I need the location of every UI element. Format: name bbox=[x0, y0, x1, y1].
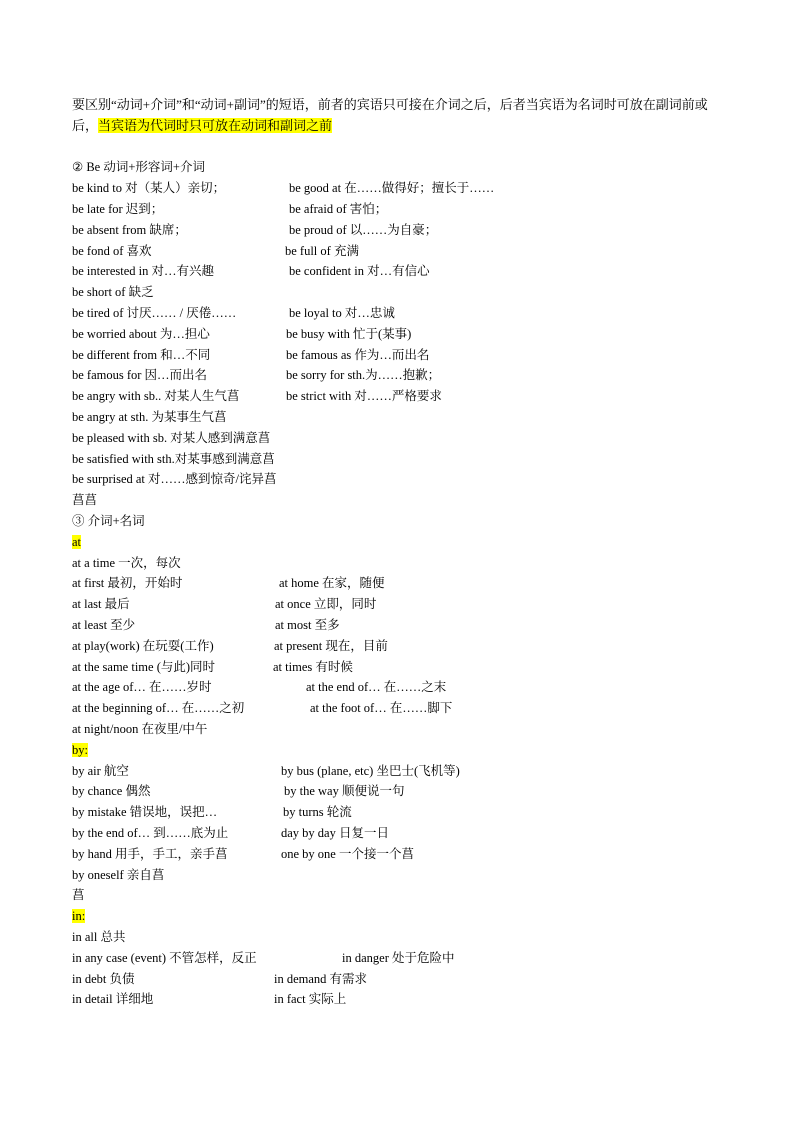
s2-row-a: be fond of 喜欢 bbox=[72, 244, 152, 258]
s2-row-a: be surprised at 对……感到惊奇/诧异菖 bbox=[72, 472, 277, 486]
s2-row-b: be full of 充满 bbox=[285, 244, 359, 258]
by-row-b: one by one 一个接一个菖 bbox=[281, 847, 414, 861]
at-row-a: at a time 一次，每次 bbox=[72, 556, 181, 570]
s2-row-a: be kind to 对（某人）亲切； bbox=[72, 181, 226, 195]
intro-paragraph bbox=[72, 94, 732, 136]
in-row-b: in danger 处于危险中 bbox=[342, 951, 455, 965]
s2-row-b: be confident in 对…有信心 bbox=[289, 264, 430, 278]
in-row-a: in all 总共 bbox=[72, 930, 126, 944]
at-label-wrap bbox=[72, 532, 81, 552]
at-row-b: at the end of… 在……之末 bbox=[306, 680, 447, 694]
s2-row-a: be satisfied with sth.对某事感到满意菖 bbox=[72, 452, 275, 466]
s2-row-b: be good at 在……做得好；擅长于…… bbox=[289, 181, 495, 195]
by-row-a: by hand 用手，手工，亲手菖 bbox=[72, 847, 228, 861]
s2-row-a: be pleased with sb. 对某人感到满意菖 bbox=[72, 431, 271, 445]
by-row-b: by the way 顺便说一句 bbox=[284, 784, 405, 798]
s2-row-a: be angry at sth. 为某事生气菖 bbox=[72, 410, 227, 424]
by-row-a: by air 航空 bbox=[72, 764, 129, 778]
at-row-a: at last 最后 bbox=[72, 597, 130, 611]
by-row-b: day by day 日复一日 bbox=[281, 826, 389, 840]
at-row-a: at the age of… 在……岁时 bbox=[72, 680, 212, 694]
at-row-b: at most 至多 bbox=[275, 618, 340, 632]
at-row-b: at the foot of… 在……脚下 bbox=[310, 701, 453, 715]
s2-row-a: be worried about 为…担心 bbox=[72, 327, 210, 341]
in-row-a: in debt 负债 bbox=[72, 972, 135, 986]
s2-row-a: be absent from 缺席； bbox=[72, 223, 187, 237]
in-row-b: in demand 有需求 bbox=[274, 972, 368, 986]
by-row-a: by mistake 错误地，误把… bbox=[72, 805, 218, 819]
in-row-a: in any case (event) 不管怎样，反正 bbox=[72, 951, 257, 965]
at-row-b: at present 现在，目前 bbox=[274, 639, 388, 653]
in-row-b: in fact 实际上 bbox=[274, 992, 347, 1006]
at-row-a: at night/noon 在夜里/中午 bbox=[72, 722, 208, 736]
at-row-b: at home 在家，随便 bbox=[279, 576, 385, 590]
section2-heading: ② Be 动词+形容词+介词 bbox=[72, 160, 205, 174]
by-row-a: 菖 bbox=[72, 888, 85, 902]
s2-row-b: be afraid of 害怕； bbox=[289, 202, 388, 216]
by-label: by: bbox=[72, 743, 88, 757]
s2-row-b: be strict with 对……严格要求 bbox=[286, 389, 442, 403]
by-row-b: by turns 轮流 bbox=[283, 805, 352, 819]
s2-row-b: be famous as 作为…而出名 bbox=[286, 348, 430, 362]
at-row-a: at first 最初，开始时 bbox=[72, 576, 183, 590]
intro-text: 要区别“动词+介词”和“动词+副词”的短语，前者的宾语只可接在介词之后，后者当宾语为名词时可放在副词前或后， bbox=[72, 97, 708, 133]
s2-row-a: be angry with sb.. 对某人生气菖 bbox=[72, 389, 240, 403]
by-row-b: by bus (plane, etc) 坐巴士(飞机等) bbox=[281, 764, 460, 778]
by-label-wrap bbox=[72, 740, 88, 760]
at-row-b: at times 有时候 bbox=[273, 660, 353, 674]
at-row-b: at once 立即，同时 bbox=[275, 597, 377, 611]
at-label: at bbox=[72, 535, 82, 549]
at-row-a: at the beginning of… 在……之初 bbox=[72, 701, 245, 715]
s2-row-b: be proud of 以……为自豪； bbox=[289, 223, 438, 237]
at-row-a: at least 至少 bbox=[72, 618, 136, 632]
at-row-a: at the same time (与此)同时 bbox=[72, 660, 216, 674]
intro-highlight: 当宾语为代词时只可放在动词和副词之前 bbox=[98, 118, 333, 133]
in-label-wrap bbox=[72, 906, 85, 926]
by-row-a: by the end of… 到……底为止 bbox=[72, 826, 229, 840]
section3-heading: ③ 介词+名词 bbox=[72, 514, 145, 528]
at-row-a: at play(work) 在玩耍(工作) bbox=[72, 639, 214, 653]
s2-row-a: be short of 缺乏 bbox=[72, 285, 154, 299]
s2-row-a: be tired of 讨厌…… / 厌倦…… bbox=[72, 306, 237, 320]
s2-row-b: be loyal to 对…忠诚 bbox=[289, 306, 395, 320]
by-row-a: by oneself 亲自菖 bbox=[72, 868, 165, 882]
s2-row-a: be late for 迟到； bbox=[72, 202, 164, 216]
s2-row-a: be famous for 因…而出名 bbox=[72, 368, 208, 382]
in-label: in: bbox=[72, 909, 86, 923]
s2-row-a: be different from 和…不同 bbox=[72, 348, 211, 362]
s2-row-b: be busy with 忙于(某事) bbox=[286, 327, 412, 341]
s2-row-a: 菖菖 bbox=[72, 493, 98, 507]
in-row-a: in detail 详细地 bbox=[72, 992, 154, 1006]
s2-row-b: be sorry for sth.为……抱歉； bbox=[286, 368, 441, 382]
by-row-a: by chance 偶然 bbox=[72, 784, 151, 798]
s2-row-a: be interested in 对…有兴趣 bbox=[72, 264, 214, 278]
